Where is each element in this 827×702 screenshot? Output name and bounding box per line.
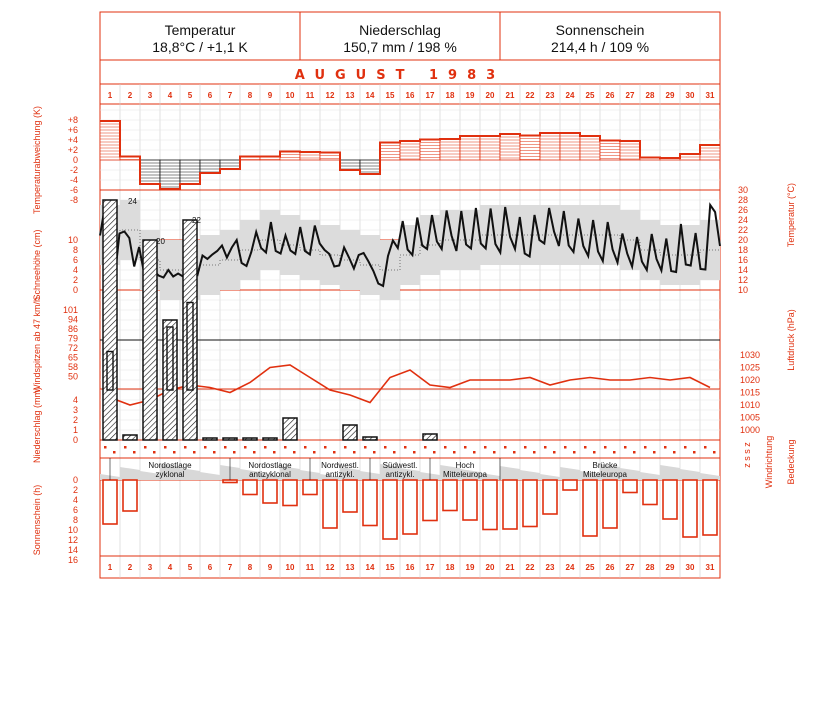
weather-type-label: Südwestl.	[382, 461, 418, 470]
wind-direction-dot	[444, 446, 447, 449]
day-label: 9	[267, 563, 273, 572]
precip-bar	[103, 200, 117, 440]
axis-title-sunshine: Sonnenschein (h)	[32, 484, 42, 556]
day-label: 20	[485, 563, 495, 572]
temperature-tick: 26	[738, 205, 749, 215]
wind-direction-dot	[253, 451, 256, 454]
temp-anomaly-bar	[140, 160, 160, 184]
sunshine-bar	[263, 480, 277, 503]
day-label: 7	[227, 91, 233, 100]
axis-title-temperature: Temperatur (°C)	[786, 182, 796, 248]
day-label: 10	[285, 91, 295, 100]
sunshine-tick: 10	[67, 525, 78, 535]
wind-direction-dot	[333, 451, 336, 454]
temp-anomaly-bar	[440, 139, 460, 160]
day-label: 24	[565, 563, 575, 572]
wind-direction-dot	[704, 446, 707, 449]
wind-direction-dot	[684, 446, 687, 449]
temp-anomaly-bar	[380, 143, 400, 161]
sunshine-bar	[103, 480, 117, 524]
wind-direction-dot	[284, 446, 287, 449]
weather-type-label: Nordwestl.	[321, 461, 359, 470]
wind-direction-dot	[453, 451, 456, 454]
pressure-tick: 1010	[740, 400, 761, 410]
weather-type-label: antizykl.	[325, 470, 355, 479]
day-label: 9	[267, 91, 273, 100]
precip-bar	[203, 438, 217, 440]
temp-anomaly-tick: 0	[72, 155, 78, 165]
temp-anomaly-bar	[560, 133, 580, 160]
sunshine-bar	[283, 480, 297, 506]
wind-direction-letters: z s s z	[742, 442, 752, 468]
day-label: 28	[645, 563, 655, 572]
wind-direction-dot	[464, 446, 467, 449]
day-label: 10	[285, 563, 295, 572]
wind-direction-dot	[484, 446, 487, 449]
wind-direction-dot	[473, 451, 476, 454]
sunshine-bar	[243, 480, 257, 495]
header-sunshine-value: 214,4 h / 109 %	[550, 39, 650, 55]
sunshine-bar	[483, 480, 497, 530]
wind-direction-dot	[573, 451, 576, 454]
wind-direction-dot	[144, 446, 147, 449]
day-label: 28	[645, 91, 655, 100]
header-precipitation-value: 150,7 mm / 198 %	[343, 39, 457, 55]
sunshine-tick: 12	[67, 535, 78, 545]
day-label: 6	[207, 91, 213, 100]
pressure-tick: 1030	[740, 350, 761, 360]
wind-direction-dot	[544, 446, 547, 449]
sunshine-bar	[623, 480, 637, 493]
temp-anomaly-bar	[360, 160, 380, 174]
day-label: 8	[247, 563, 253, 572]
precip-tick: 1	[72, 425, 78, 435]
wind-direction-dot	[104, 446, 107, 449]
day-label: 25	[585, 563, 595, 572]
wind-direction-dot	[404, 446, 407, 449]
temp-anomaly-tick: +6	[67, 125, 78, 135]
wind-direction-dot	[533, 451, 536, 454]
temp-anomaly-tick: -4	[69, 175, 78, 185]
precip-bar	[243, 438, 257, 440]
temp-anomaly-tick: +8	[67, 115, 78, 125]
day-label: 22	[525, 563, 535, 572]
wind-direction-dot	[164, 446, 167, 449]
temperature-tick: 28	[738, 195, 749, 205]
sunshine-tick: 16	[67, 555, 78, 565]
temperature-tick: 18	[738, 245, 749, 255]
wind-direction-dot	[393, 451, 396, 454]
temperature-tick: 10	[738, 285, 749, 295]
sunshine-bar	[543, 480, 557, 514]
temp-anomaly-bar	[460, 136, 480, 160]
axis-title-gusts: Windspitzen ab 47 km/h	[32, 296, 42, 394]
temp-anomaly-bar	[340, 160, 360, 170]
day-label: 19	[465, 91, 475, 100]
sunshine-bar	[303, 480, 317, 495]
day-label: 17	[425, 563, 435, 572]
temperature-tick: 22	[738, 225, 749, 235]
sunshine-tick: 0	[72, 475, 78, 485]
wind-direction-dot	[133, 451, 136, 454]
day-label: 27	[625, 563, 635, 572]
sunshine-bar	[703, 480, 717, 535]
gust-tick: 79	[67, 333, 78, 344]
temp-anomaly-tick: +4	[67, 135, 78, 145]
sunshine-bar	[643, 480, 657, 505]
wind-direction-dot	[633, 451, 636, 454]
wind-direction-dot	[433, 451, 436, 454]
sunshine-bar	[563, 480, 577, 490]
day-label: 31	[705, 563, 715, 572]
wind-direction-dot	[264, 446, 267, 449]
temp-anomaly-bar	[100, 121, 120, 160]
pressure-tick: 1020	[740, 375, 761, 385]
gust-tick: 94	[67, 314, 78, 325]
header-sunshine-label: Sonnenschein	[555, 22, 645, 38]
day-label: 20	[485, 91, 495, 100]
day-label: 21	[505, 91, 515, 100]
weather-type-label: Nordostlage	[248, 461, 292, 470]
weather-type-label: Nordostlage	[148, 461, 192, 470]
temperature-tick: 12	[738, 275, 749, 285]
sunshine-tick: 8	[72, 515, 78, 525]
day-label: 5	[187, 91, 193, 100]
month-title: AUGUST 1983	[294, 68, 506, 83]
day-label: 7	[227, 563, 233, 572]
day-label: 30	[685, 91, 695, 100]
day-label: 16	[405, 91, 415, 100]
peak-label-2: 20	[156, 237, 165, 246]
axis-title-snow: Schneehöhe (cm)	[32, 229, 42, 301]
wind-direction-dot	[653, 451, 656, 454]
temp-anomaly-bar	[580, 136, 600, 160]
temp-anomaly-bar	[180, 160, 200, 184]
temp-anomaly-bar	[320, 153, 340, 161]
precip-bar	[363, 437, 377, 440]
day-label: 3	[147, 563, 153, 572]
day-label: 13	[345, 91, 355, 100]
wind-direction-dot	[604, 446, 607, 449]
sunshine-bar	[503, 480, 517, 529]
day-labels-top	[108, 91, 715, 100]
day-label: 24	[565, 91, 575, 100]
peak-label-1: 24	[128, 197, 137, 206]
wind-direction-dot	[184, 446, 187, 449]
day-label: 1	[107, 91, 113, 100]
wind-direction-dot	[344, 446, 347, 449]
day-label: 21	[505, 563, 515, 572]
sunshine-bar	[663, 480, 677, 519]
wind-direction-dot	[713, 451, 716, 454]
sunshine-tick: 2	[72, 485, 78, 495]
wind-direction-dot	[524, 446, 527, 449]
temperature-tick: 30	[738, 185, 749, 195]
day-label: 29	[665, 563, 675, 572]
header	[100, 12, 720, 60]
wind-direction-dot	[353, 451, 356, 454]
header-temperature-label: Temperatur	[164, 22, 236, 38]
day-label: 3	[147, 91, 153, 100]
sunshine-bar	[583, 480, 597, 536]
temp-anomaly-bar	[300, 152, 320, 160]
day-label: 8	[247, 91, 253, 100]
snow-tick: 10	[67, 235, 78, 245]
day-label: 12	[325, 91, 335, 100]
axis-title-pressure: Luftdruck (hPa)	[786, 309, 796, 371]
temp-anomaly-bar	[200, 160, 220, 173]
peak-label-3: 22	[192, 216, 201, 225]
snow-tick: 0	[72, 285, 78, 295]
precip-bar	[223, 438, 237, 440]
pressure-tick: 1015	[740, 387, 761, 398]
day-label: 31	[705, 91, 715, 100]
wind-direction-dot	[424, 446, 427, 449]
day-label: 14	[365, 563, 375, 572]
snow-tick: 6	[72, 255, 78, 265]
pressure-tick: 1005	[740, 412, 761, 423]
weather-type-label: Mitteleuropa	[582, 470, 628, 479]
sunshine-bar	[123, 480, 137, 511]
temp-anomaly-bar	[220, 160, 240, 169]
temp-anomaly-bar	[280, 152, 300, 161]
axis-title-precip: Niederschlag (mm)	[32, 386, 42, 464]
wind-direction-dot	[644, 446, 647, 449]
axis-title-cloud: Bedeckung	[786, 439, 796, 485]
sunshine-tick: 4	[72, 495, 78, 505]
day-label: 22	[525, 91, 535, 100]
day-label: 23	[545, 91, 555, 100]
sunshine-bar	[423, 480, 437, 521]
precip-bar	[283, 418, 297, 440]
temp-anomaly-tick: -8	[69, 195, 78, 205]
sunshine-bar	[323, 480, 337, 528]
day-label: 4	[167, 563, 173, 572]
wind-direction-dot	[244, 446, 247, 449]
sunshine-bar	[523, 480, 537, 527]
wind-direction-dot	[364, 446, 367, 449]
day-label: 26	[605, 91, 615, 100]
wind-direction-dot	[513, 451, 516, 454]
day-label: 15	[385, 563, 395, 572]
temp-anomaly-tick: +2	[67, 145, 78, 155]
day-label: 6	[207, 563, 213, 572]
day-label: 11	[305, 563, 315, 572]
wind-direction-dot	[693, 451, 696, 454]
wind-direction-dot	[224, 446, 227, 449]
day-label: 19	[465, 563, 475, 572]
wind-direction-dot	[553, 451, 556, 454]
day-label: 2	[127, 91, 133, 100]
weather-type-label: Mitteleuropa	[442, 470, 488, 479]
day-label: 2	[127, 563, 133, 572]
day-label: 18	[445, 563, 455, 572]
precip-bar	[343, 425, 357, 440]
wind-direction-dot	[273, 451, 276, 454]
day-label: 1	[107, 563, 113, 572]
wind-direction-dot	[173, 451, 176, 454]
precip-bar	[143, 240, 157, 440]
weather-type-label: antizyklonal	[249, 470, 291, 479]
sunshine-bar	[403, 480, 417, 534]
day-label: 16	[405, 563, 415, 572]
precip-tick: 3	[72, 405, 78, 415]
wind-direction-dot	[564, 446, 567, 449]
gust-tick: 86	[67, 324, 78, 334]
sunshine-bar	[363, 480, 377, 526]
temperature-tick: 20	[738, 235, 749, 245]
temp-anomaly-bar	[480, 136, 500, 160]
temperature-tick: 14	[738, 265, 749, 275]
wind-direction-dot	[384, 446, 387, 449]
temp-anomaly-bar	[600, 141, 620, 161]
day-label: 26	[605, 563, 615, 572]
precip-tick: 4	[72, 395, 78, 405]
temp-anomaly-tick: -6	[69, 185, 78, 195]
precip-tick: 0	[72, 435, 78, 445]
sunshine-bar	[603, 480, 617, 528]
wind-direction-dot	[624, 446, 627, 449]
snow-tick: 8	[72, 245, 78, 255]
gust-tick: 50	[67, 371, 78, 382]
sunshine-bar	[683, 480, 697, 537]
temp-anomaly-bar	[500, 134, 520, 160]
weather-type-label: zyklonal	[155, 470, 185, 479]
wind-direction-dot	[584, 446, 587, 449]
precip-bar	[183, 220, 197, 440]
wind-direction-dot	[293, 451, 296, 454]
gust-tick: 58	[67, 362, 78, 372]
axis-title-temp-anomaly: Temperaturabweichung (K)	[32, 105, 42, 215]
day-label: 29	[665, 91, 675, 100]
day-label: 11	[305, 91, 315, 100]
wind-direction-dot	[493, 451, 496, 454]
sunshine-tick: 14	[67, 545, 78, 555]
sunshine-bar	[383, 480, 397, 539]
wind-direction-dot	[153, 451, 156, 454]
wind-direction-dot	[673, 451, 676, 454]
temp-anomaly-bar	[620, 141, 640, 160]
wind-direction-dot	[413, 451, 416, 454]
wind-direction-dot	[233, 451, 236, 454]
temperature-tick: 16	[738, 255, 749, 265]
day-labels-bottom	[108, 563, 715, 572]
day-label: 5	[187, 563, 193, 572]
day-label: 25	[585, 91, 595, 100]
wind-direction-dot	[324, 446, 327, 449]
wind-direction-dot	[593, 451, 596, 454]
precip-tick: 2	[72, 415, 78, 425]
temp-anomaly-bar	[520, 136, 540, 161]
wind-direction-dot	[204, 446, 207, 449]
weather-type-label: Brücke	[592, 461, 618, 470]
temp-anomaly-bar	[420, 140, 440, 161]
temp-anomaly-bar	[540, 133, 560, 160]
precip-bar	[423, 434, 437, 440]
pressure-tick: 1000	[740, 425, 761, 435]
day-label: 23	[545, 563, 555, 572]
weather-type-label: Hoch	[455, 461, 475, 470]
temperature-tick: 24	[738, 215, 749, 225]
gust-tick: 72	[67, 343, 78, 353]
day-label: 30	[685, 563, 695, 572]
gust-tick: 101	[62, 305, 78, 315]
temp-anomaly-bar	[400, 141, 420, 160]
header-precipitation-label: Niederschlag	[359, 22, 441, 38]
sunshine-bar	[463, 480, 477, 520]
day-label: 12	[325, 563, 335, 572]
wind-direction-dot	[504, 446, 507, 449]
day-label: 13	[345, 563, 355, 572]
temp-anomaly-tick: -2	[69, 165, 78, 175]
wind-direction-dot	[664, 446, 667, 449]
wind-direction-dot	[304, 446, 307, 449]
sunshine-bar	[443, 480, 457, 511]
wind-direction-dot	[213, 451, 216, 454]
wind-direction-dot	[313, 451, 316, 454]
wind-direction-dot	[613, 451, 616, 454]
temp-anomaly-bar	[160, 160, 180, 189]
day-label: 15	[385, 91, 395, 100]
wind-direction-dot	[113, 451, 116, 454]
pressure-tick: 1025	[740, 362, 761, 373]
day-label: 17	[425, 91, 435, 100]
day-label: 14	[365, 91, 375, 100]
wind-direction-dot	[124, 446, 127, 449]
wind-direction-dot	[193, 451, 196, 454]
gust-tick: 65	[67, 352, 78, 363]
precip-bar	[123, 435, 137, 440]
weather-type-label: antizykl.	[385, 470, 415, 479]
day-label: 18	[445, 91, 455, 100]
day-label: 27	[625, 91, 635, 100]
precip-bar	[163, 320, 177, 440]
wind-direction-dot	[373, 451, 376, 454]
sunshine-tick: 6	[72, 505, 78, 515]
temp-anomaly-bar	[700, 145, 720, 160]
snow-tick: 4	[72, 265, 78, 275]
day-label: 4	[167, 91, 173, 100]
sunshine-bar	[343, 480, 357, 512]
axis-title-wind-direction: Windrichtung	[764, 435, 774, 489]
header-temperature-value: 18,8°C / +1,1 K	[152, 39, 248, 55]
snow-tick: 2	[72, 275, 78, 285]
sunshine-bar	[223, 480, 237, 483]
precip-bar	[263, 438, 277, 440]
